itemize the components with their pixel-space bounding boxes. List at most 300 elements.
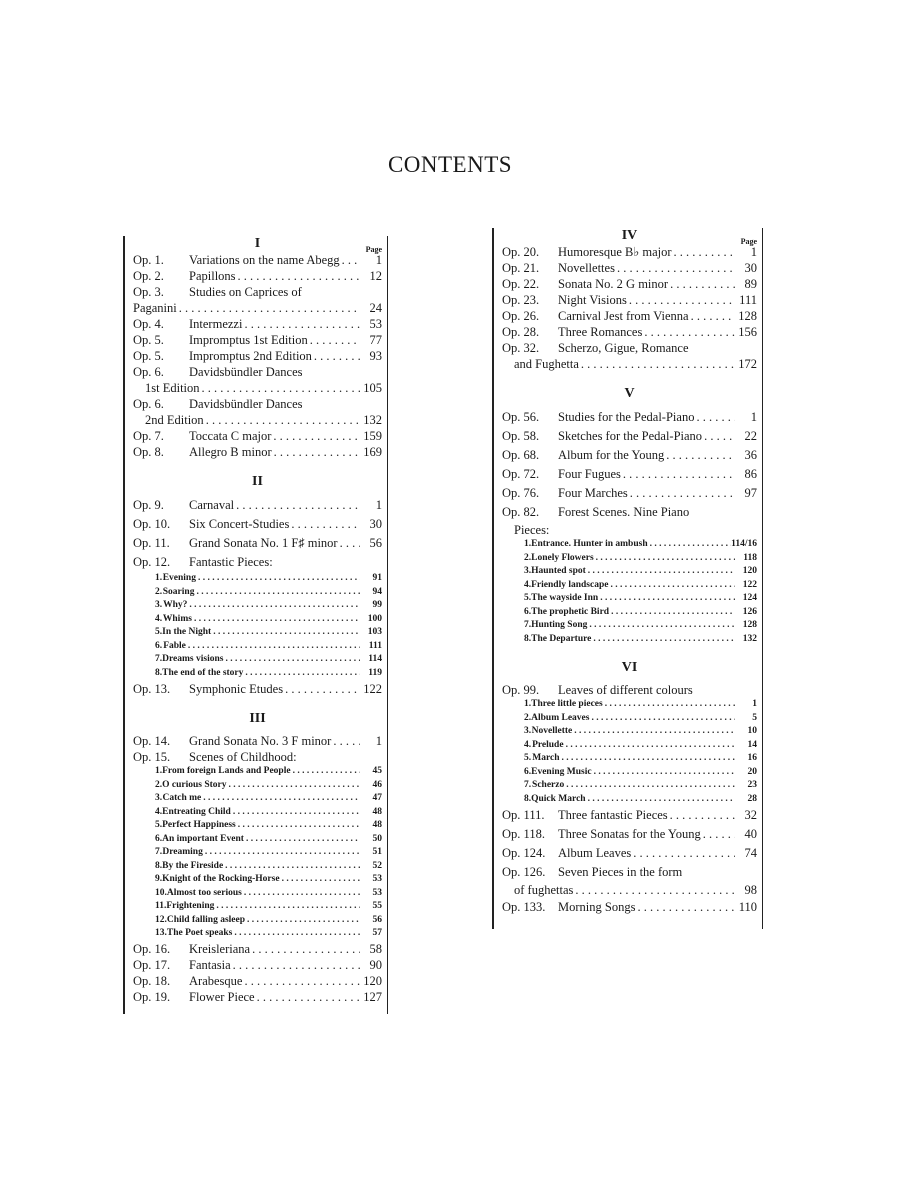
entry-title: The end of the story xyxy=(162,667,244,678)
page-number: 128 xyxy=(738,309,757,323)
opus-number: Op. 8. xyxy=(133,445,164,459)
toc-subentry xyxy=(502,712,757,726)
leader-dots xyxy=(560,752,735,766)
toc-subentry xyxy=(502,619,757,633)
entry-title: Friendly landscape xyxy=(531,579,609,590)
leader-dots xyxy=(250,941,360,957)
toc-entry xyxy=(133,680,382,699)
opus-number: Op. 19. xyxy=(133,989,171,1004)
page-number: 103 xyxy=(367,627,382,637)
leader-dots xyxy=(340,252,360,268)
leader-dots xyxy=(196,572,360,586)
leader-dots xyxy=(204,412,360,428)
page-number: 50 xyxy=(372,833,382,844)
entry-title: Carnaval xyxy=(189,498,235,512)
page-number: 53 xyxy=(372,887,382,898)
leader-dots xyxy=(244,833,360,847)
entry-title: Three little pieces xyxy=(531,699,603,709)
toc-entry xyxy=(133,444,382,460)
entry-title: Davidsbündler Dances xyxy=(189,365,303,379)
leader-dots xyxy=(223,860,360,874)
section-heading xyxy=(133,236,382,252)
entry-title: The Departure xyxy=(531,633,592,644)
toc-subentry xyxy=(133,667,382,681)
toc-entry-continuation xyxy=(502,882,757,898)
opus-number: Op. 124. xyxy=(502,846,546,860)
section-heading xyxy=(502,386,757,402)
opus-number: Op. 14. xyxy=(133,734,171,748)
entry-title: Three Sonatas for the Young xyxy=(558,827,701,841)
page-number: 24 xyxy=(369,301,382,315)
page-number: 1 xyxy=(375,498,382,512)
entry-title: Hunting Song xyxy=(531,620,588,630)
section-numeral: V xyxy=(624,386,635,401)
section xyxy=(502,660,757,917)
entry-number: 3. xyxy=(524,566,532,576)
entry-title: Three fantastic Pieces xyxy=(558,808,668,822)
opus-number: Op. 20. xyxy=(502,245,540,259)
page-number: 1 xyxy=(750,410,757,424)
page-number: 94 xyxy=(372,586,382,597)
page-number: 12 xyxy=(369,269,382,283)
toc-subentry xyxy=(502,592,757,606)
opus-number: Op. 99. xyxy=(502,683,540,697)
page-number: 172 xyxy=(738,357,757,371)
page-number: 74 xyxy=(744,846,757,860)
page-number: 1 xyxy=(375,253,382,267)
entry-number: 9. xyxy=(155,874,163,884)
entry-number: 6. xyxy=(524,766,532,777)
toc-entry-continuation xyxy=(502,522,757,538)
page-number: 120 xyxy=(363,973,382,988)
section-heading xyxy=(502,660,757,676)
toc-entry xyxy=(502,446,757,465)
toc-subentry xyxy=(133,613,382,627)
page-number: 111 xyxy=(368,640,382,651)
leader-dots xyxy=(201,792,360,806)
toc-subentry xyxy=(502,779,757,793)
page-number: 40 xyxy=(744,827,757,841)
opus-number: Op. 23. xyxy=(502,293,540,307)
toc-entry xyxy=(133,396,382,412)
page-number: 14 xyxy=(747,739,757,750)
section-numeral: VI xyxy=(621,660,638,675)
entry-number: 3. xyxy=(155,600,163,610)
leader-dots xyxy=(200,380,360,396)
opus-number: Op. 13. xyxy=(133,682,171,696)
toc-entry xyxy=(133,268,382,284)
entry-title: The wayside Inn xyxy=(531,593,599,603)
toc-entry xyxy=(502,308,757,324)
entry-number: 8. xyxy=(524,793,532,804)
toc-subentry xyxy=(133,833,382,847)
toc-entry xyxy=(502,244,757,260)
entry-number: 4. xyxy=(155,613,163,624)
toc-entry xyxy=(502,806,757,825)
entry-title: Scherzo xyxy=(532,780,565,790)
toc-entry-continuation xyxy=(133,380,382,396)
entry-title: Sketches for the Pedal-Piano xyxy=(558,429,703,443)
toc-subentry xyxy=(133,860,382,874)
entry-title: 1st Edition xyxy=(145,381,200,395)
section-heading xyxy=(133,711,382,727)
page-number: 122 xyxy=(363,682,382,696)
leader-dots xyxy=(664,446,735,465)
entry-title: Carnival Jest from Vienna xyxy=(558,309,689,323)
opus-number: Op. 5. xyxy=(133,333,164,347)
toc-subentry xyxy=(133,599,382,613)
toc-entry xyxy=(502,503,757,522)
page-number: 1 xyxy=(750,245,757,259)
section xyxy=(502,228,757,372)
opus-number: Op. 6. xyxy=(133,365,164,379)
leader-dots xyxy=(283,680,360,699)
leader-dots xyxy=(635,898,735,917)
leader-dots xyxy=(608,579,735,593)
page-number: 5 xyxy=(752,712,757,723)
entry-number: 5. xyxy=(155,820,163,830)
entry-title: Four Marches xyxy=(558,486,628,500)
page-number: 122 xyxy=(742,579,757,590)
leader-dots xyxy=(672,244,735,260)
toc-entry-continuation xyxy=(502,356,757,372)
entry-number: 1. xyxy=(524,539,532,549)
entry-title: of fughettas xyxy=(514,883,574,897)
opus-number: Op. 26. xyxy=(502,309,540,323)
entry-number: 3. xyxy=(524,726,532,736)
entry-title: By the Fireside xyxy=(162,860,224,871)
toc-subentry xyxy=(133,792,382,806)
page-number: 48 xyxy=(372,820,382,830)
entry-number: 8. xyxy=(524,633,532,644)
toc-entry xyxy=(502,276,757,292)
page-number: 100 xyxy=(367,613,382,624)
leader-dots xyxy=(234,496,360,515)
toc-entry xyxy=(133,348,382,364)
entry-title: Three Romances xyxy=(558,325,643,339)
contents-column-right xyxy=(492,228,763,929)
entry-title: Child falling asleep xyxy=(166,914,245,925)
toc-subentry xyxy=(502,552,757,566)
entry-title: Seven Pieces in the form xyxy=(558,865,683,879)
entry-title: Album Leaves xyxy=(558,846,632,860)
entry-number: 7. xyxy=(155,847,163,857)
toc-entry-continuation xyxy=(133,412,382,428)
entry-title: Entrance. Hunter in ambush xyxy=(531,539,648,549)
toc-subentry xyxy=(133,653,382,667)
toc-subentry xyxy=(502,752,757,766)
leader-dots xyxy=(231,957,360,973)
leader-dots xyxy=(689,308,735,324)
entry-number: 6. xyxy=(524,606,532,617)
leader-dots xyxy=(573,882,735,898)
entry-title: The Poet speaks xyxy=(166,928,233,938)
toc-entry xyxy=(502,682,757,698)
section xyxy=(133,474,382,699)
toc-entry xyxy=(133,332,382,348)
section-numeral: III xyxy=(249,711,266,726)
leader-dots xyxy=(214,900,360,914)
toc-entry xyxy=(133,733,382,749)
leader-dots xyxy=(243,667,360,681)
leader-dots xyxy=(186,640,360,654)
entry-title: Evening Music xyxy=(531,766,592,777)
toc-entry xyxy=(133,534,382,553)
leader-dots xyxy=(592,766,735,780)
opus-number: Op. 28. xyxy=(502,325,540,339)
leader-dots xyxy=(628,484,735,503)
page-number: 169 xyxy=(363,445,382,459)
leader-dots xyxy=(642,324,735,340)
leader-dots xyxy=(291,765,360,779)
toc-subentry xyxy=(133,873,382,887)
leader-dots xyxy=(289,515,360,534)
opus-number: Op. 4. xyxy=(133,317,164,331)
page-number: 32 xyxy=(744,808,757,822)
leader-dots xyxy=(280,873,360,887)
page-number: 28 xyxy=(747,793,757,804)
leader-dots xyxy=(192,613,360,627)
page-number: 98 xyxy=(744,883,757,897)
leader-dots xyxy=(232,927,360,941)
toc-entry xyxy=(133,284,382,300)
entry-title: March xyxy=(532,753,560,763)
entry-number: 2. xyxy=(155,586,163,597)
toc-subentry xyxy=(502,766,757,780)
page-title: CONTENTS xyxy=(387,152,513,177)
entry-number: 4. xyxy=(155,806,163,817)
toc-entry xyxy=(133,553,382,572)
toc-entry xyxy=(502,260,757,276)
page-number: 46 xyxy=(372,779,382,790)
toc-entry xyxy=(133,941,382,957)
toc-entry xyxy=(502,324,757,340)
toc-subentry xyxy=(502,725,757,739)
toc-subentry xyxy=(133,900,382,914)
page-number: 105 xyxy=(363,381,382,395)
entry-title: Frightening xyxy=(166,901,215,911)
entry-title: Lonely Flowers xyxy=(531,552,594,563)
entry-title: Leaves of different colours xyxy=(558,683,693,697)
opus-number: Op. 16. xyxy=(133,941,171,956)
opus-number: Op. 68. xyxy=(502,448,540,462)
leader-dots xyxy=(272,444,360,460)
toc-entry-continuation xyxy=(133,300,382,316)
leader-dots xyxy=(615,260,735,276)
page-number: 110 xyxy=(738,900,757,914)
entry-title: Grand Sonata No. 1 F♯ minor xyxy=(189,536,338,550)
entry-number: 5. xyxy=(155,627,163,637)
leader-dots xyxy=(591,633,735,647)
page-number: 36 xyxy=(744,448,757,462)
entry-title: Toccata C major xyxy=(189,429,272,443)
toc-subentry xyxy=(133,887,382,901)
page-number: 48 xyxy=(372,806,382,817)
leader-dots xyxy=(227,779,360,793)
toc-subentry xyxy=(502,633,757,647)
section xyxy=(133,236,382,460)
leader-dots xyxy=(594,552,735,566)
section-numeral: IV xyxy=(621,228,638,243)
page-number: 97 xyxy=(744,486,757,500)
entry-number: 2. xyxy=(524,552,532,563)
leader-dots xyxy=(589,712,735,726)
contents-column-left xyxy=(123,236,388,1014)
leader-dots xyxy=(255,989,360,1005)
entry-title: Fantasia xyxy=(189,957,231,972)
page-column-label: Page xyxy=(365,245,382,254)
toc-subentry xyxy=(502,698,757,712)
entry-title: Novellette xyxy=(531,726,573,736)
entry-title: Sonata No. 2 G minor xyxy=(558,277,669,291)
leader-dots xyxy=(236,819,360,833)
entry-number: 1. xyxy=(155,573,163,583)
toc-entry xyxy=(133,973,382,989)
entry-title: The prophetic Bird xyxy=(531,606,610,617)
toc-entry xyxy=(133,989,382,1005)
toc-subentry xyxy=(133,806,382,820)
opus-number: Op. 6. xyxy=(133,397,164,411)
toc-subentry xyxy=(133,927,382,941)
opus-number: Op. 56. xyxy=(502,410,540,424)
entry-number: 7. xyxy=(524,780,532,790)
entry-number: 8. xyxy=(155,860,163,871)
entry-number: 6. xyxy=(155,640,163,651)
page-number: 47 xyxy=(372,793,382,803)
entry-title: Dreams visions xyxy=(162,654,224,664)
opus-number: Op. 133. xyxy=(502,900,546,914)
leader-dots xyxy=(701,825,735,844)
section-numeral: II xyxy=(252,474,263,489)
toc-subentry xyxy=(133,626,382,640)
leader-dots xyxy=(627,292,735,308)
entry-title: Quick March xyxy=(531,793,586,804)
page-number: 55 xyxy=(372,901,382,911)
toc-entry xyxy=(133,252,382,268)
opus-number: Op. 32. xyxy=(502,341,540,355)
toc-subentry xyxy=(133,586,382,600)
toc-subentry xyxy=(502,606,757,620)
leader-dots xyxy=(609,606,735,620)
entry-title: Arabesque xyxy=(189,973,243,988)
entry-title: Perfect Happiness xyxy=(162,820,236,830)
leader-dots xyxy=(231,806,360,820)
section-heading xyxy=(502,228,757,244)
leader-dots xyxy=(194,586,360,600)
toc-entry xyxy=(133,957,382,973)
entry-number: 11. xyxy=(155,901,167,911)
toc-entry xyxy=(133,364,382,380)
leader-dots xyxy=(564,739,735,753)
entry-title: Kreisleriana xyxy=(189,941,251,956)
entry-number: 2. xyxy=(524,712,532,723)
page-number: 156 xyxy=(738,325,757,339)
leader-dots xyxy=(587,619,735,633)
opus-number: Op. 21. xyxy=(502,261,540,275)
toc-subentry xyxy=(502,793,757,807)
entry-title: and Fughetta xyxy=(514,357,579,371)
entry-number: 13. xyxy=(155,928,167,938)
entry-title: Dreaming xyxy=(162,847,203,857)
entry-title: Pieces: xyxy=(514,523,550,537)
leader-dots xyxy=(271,428,360,444)
opus-number: Op. 18. xyxy=(133,973,171,988)
toc-subentry xyxy=(133,846,382,860)
entry-title: Studies for the Pedal-Piano xyxy=(558,410,695,424)
page-number: 51 xyxy=(372,847,382,857)
leader-dots xyxy=(242,887,360,901)
toc-entry xyxy=(133,749,382,765)
entry-title: In the Night xyxy=(162,627,212,637)
page-number: 90 xyxy=(369,957,382,972)
entry-title: Paganini xyxy=(133,301,177,315)
leader-dots xyxy=(177,300,360,316)
toc-subentry xyxy=(133,779,382,793)
leader-dots xyxy=(211,626,360,640)
toc-entry xyxy=(502,863,757,882)
toc-entry xyxy=(502,844,757,863)
entry-title: Four Fugues xyxy=(558,467,621,481)
leader-dots xyxy=(338,534,360,553)
page-number: 30 xyxy=(744,261,757,275)
page-number: 91 xyxy=(372,573,382,583)
page-number: 124 xyxy=(742,593,757,603)
entry-title: Album Leaves xyxy=(531,712,590,723)
entry-title: Whims xyxy=(162,613,192,624)
leader-dots xyxy=(187,599,360,613)
page-number: 58 xyxy=(369,941,382,956)
entry-title: Entreating Child xyxy=(162,806,231,817)
entry-title: Flower Piece xyxy=(189,989,255,1004)
entry-title: Soaring xyxy=(162,586,195,597)
opus-number: Op. 9. xyxy=(133,498,164,512)
leader-dots xyxy=(621,465,735,484)
entry-title: Impromptus 1st Edition xyxy=(189,333,308,347)
page-number: 53 xyxy=(372,874,382,884)
leader-dots xyxy=(603,698,735,712)
entry-title: Humoresque B♭ major xyxy=(558,245,672,259)
leader-dots xyxy=(236,268,360,284)
page-number: 93 xyxy=(369,349,382,363)
opus-number: Op. 58. xyxy=(502,429,540,443)
entry-title: Why? xyxy=(163,600,188,610)
page-number: 89 xyxy=(744,277,757,291)
entry-title: Almost too serious xyxy=(166,887,242,898)
leader-dots xyxy=(245,914,360,928)
entry-number: 10. xyxy=(155,887,167,898)
entry-title: Davidsbündler Dances xyxy=(189,397,303,411)
entry-title: Prelude xyxy=(532,739,564,750)
entry-title: Allegro B minor xyxy=(189,445,272,459)
entry-title: Night Visions xyxy=(558,293,627,307)
entry-number: 7. xyxy=(524,620,532,630)
leader-dots xyxy=(694,408,735,427)
leader-dots xyxy=(308,332,360,348)
toc-entry xyxy=(502,340,757,356)
page-number: 1 xyxy=(375,734,382,748)
entry-title: Symphonic Etudes xyxy=(189,682,284,696)
entry-title: Knight of the Rocking-Horse xyxy=(162,874,280,884)
entry-number: 1. xyxy=(155,766,163,776)
leader-dots xyxy=(702,427,735,446)
entry-title: Variations on the name Abegg xyxy=(189,253,340,267)
opus-number: Op. 3. xyxy=(133,285,164,299)
opus-number: Op. 12. xyxy=(133,555,171,569)
entry-title: Studies on Caprices of xyxy=(189,285,302,299)
entry-number: 3. xyxy=(155,793,163,803)
leader-dots xyxy=(242,316,360,332)
opus-number: Op. 76. xyxy=(502,486,540,500)
